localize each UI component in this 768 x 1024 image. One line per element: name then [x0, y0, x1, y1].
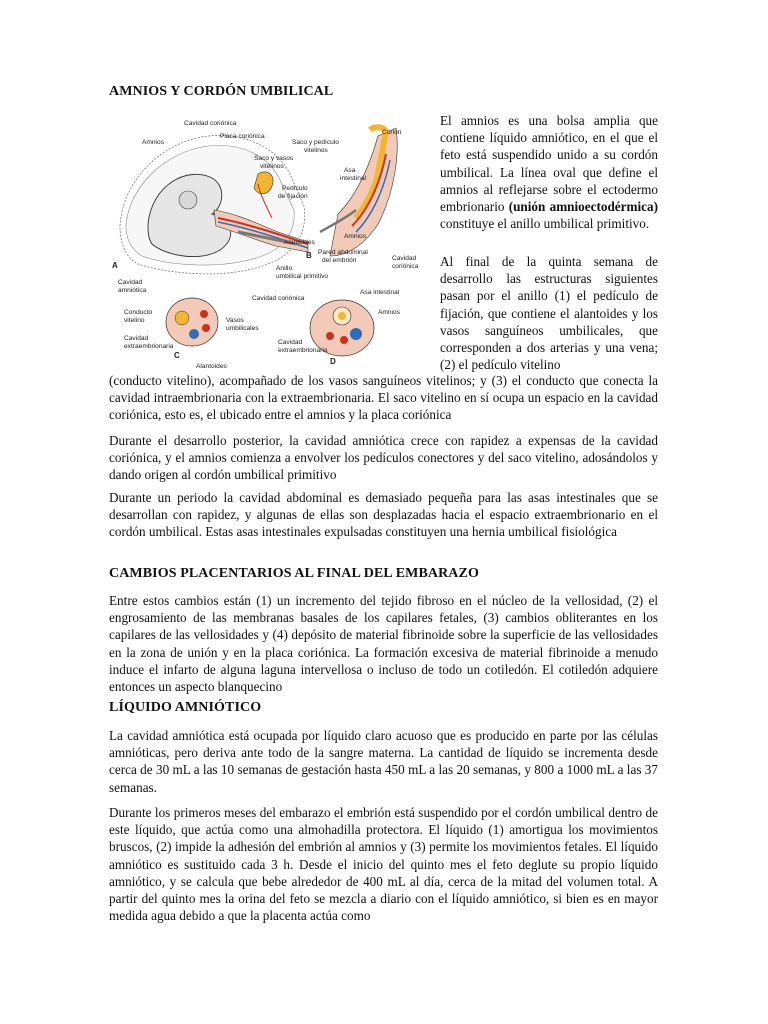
label-C: C: [174, 351, 180, 360]
paragraph-liquido-funciones: Durante los primeros meses del embarazo el embrión está suspendido por el cordón umbilical dentro de este líquido, que actúa como una almohadilla protectora. El líquido (1) amortigua los movimientos bruscos, (2) impide la adhesión del embrión al amnios y (3) permite los movimientos fetales. El líquido amniótico es sustituido cada 3 h. Desde el inicio del quinto mes el feto deglute su propio líquido amniótico, y se calcula que bebe alrededor de 400 mL al día, cerca de la mitad del volumen total. A partir del quinto mes la orina del feto se mezcla a diario con el líquido amniótico, si bien es en mayor medida agua debido a que la placenta actúa como: [109, 805, 658, 924]
label-cavidad-d: Cavidad: [278, 339, 303, 346]
paragraph-quinta-semana-cont: (conducto vitelino), acompañado de los vasos sanguíneos vitelinos; y (3) el conducto que conecta la cavidad intraembrionaria con la extraembrionaria. El saco vitelino en sí ocupa un espacio en la cavidad coriónica, esto es, el ubicado entre el amnios y la placa coriónica: [109, 373, 658, 423]
label-placa-corionica: Placa coriónica: [220, 133, 265, 140]
label-corion: Corion: [382, 129, 402, 136]
label-cav-corionica-top: Cavidad coriónica: [184, 120, 237, 127]
section-title-amnios: AMNIOS Y CORDÓN UMBILICAL: [109, 84, 334, 99]
label-amnios-b: Amnios: [344, 233, 366, 240]
label-pediculo: Pedículo: [282, 185, 308, 192]
label-extraemb-d: extraembrionaria: [278, 347, 328, 354]
amnios-cord-figure: [108, 114, 434, 372]
label-saco-pediculo: Saco y pedículo: [292, 139, 339, 146]
label-anillo: Anillo: [276, 265, 293, 272]
label-cavidad-c: Cavidad: [124, 335, 149, 342]
label-alantoides-c: Alantoides: [196, 363, 227, 370]
label-amnios-d: Amnios: [378, 309, 400, 316]
paragraph-desarrollo-posterior: Durante el desarrollo posterior, la cavidad amniótica crece con rapidez a expensas de la cavidad coriónica, y el amnios comienza a envolver los pedículos conectores y del saco vitelino, adosándolos y dando origen al cordón umbilical primitivo: [109, 433, 658, 483]
bold-union-amnioectodermica: (unión amnioectodérmica): [508, 199, 658, 215]
label-vitelinos-b: vitelinos: [304, 147, 328, 154]
label-alantoides-b: Alantoides: [284, 239, 315, 246]
label-A: A: [112, 261, 118, 270]
section-title-cambios-placentarios: CAMBIOS PLACENTARIOS AL FINAL DEL EMBARAZO: [109, 566, 479, 581]
paragraph-quinta-semana-side: Al final de la quinta semana de desarrollo las estructuras siguientes pasan por el anillo (1) el pedículo de fijación, que contiene el alantoides y los vasos sanguíneos umbilicales, que corresponden a dos arterias y una vena; (2) el pedículo vitelino: [440, 254, 658, 373]
label-de-fijacion: de fijación: [278, 193, 308, 200]
paragraph-amnios-intro: El amnios es una bolsa amplia que contiene líquido amniótico, en el que el feto está suspendido unido a su cordón umbilical. La línea oval que define el amnios al reflejarse sobre el ectodermo embrionario (unión amnioectodérmica) constituye el anillo umbilical primitivo.: [440, 113, 658, 232]
label-conducto: Conducto: [124, 309, 153, 316]
label-del-embrion: del embrión: [322, 257, 357, 264]
label-amnios-a: Amnios: [142, 139, 164, 146]
label-pared-abd: Pared abdominal: [318, 249, 368, 256]
label-cavidad-b: Cavidad: [392, 255, 417, 262]
label-B: B: [306, 251, 312, 260]
label-intestinal-b: intestinal: [340, 175, 367, 182]
label-saco-vasos: Saco y vasos: [254, 155, 294, 162]
label-umbilicales: umbilicales: [226, 325, 259, 332]
label-extraemb-c: extraembrionaria: [124, 343, 174, 350]
label-asa-intestinal-d: Asa intestinal: [360, 289, 400, 296]
label-vitelino-c: vitelino: [124, 317, 145, 324]
label-D: D: [330, 357, 336, 366]
panel-a: [112, 120, 328, 302]
paragraph-hernia-umbilical: Durante un periodo la cavidad abdominal es demasiado pequeña para las asas intestinales que se desarrollan con rapidez, y algunas de ellas son desplazadas hacia el espacio extraembrionario en el cordón umbilical. Estas asas intestinales expulsadas constituyen una hernia umbilical fisiológica: [109, 490, 658, 540]
label-umbilical-primitivo: umbilical primitivo: [276, 273, 329, 280]
label-asa: Asa: [344, 167, 356, 174]
panel-c: [124, 298, 259, 370]
label-cavidad-a: Cavidad: [118, 279, 143, 286]
paragraph-cambios-placentarios: Entre estos cambios están (1) un incremento del tejido fibroso en el núcleo de la vellosidad, (2) el engrosamiento de las membranas basales de los capilares fetales, (3) cambios obliterantes en los capilares de las vellosidades y (4) depósito de material fibrinoide sobre la superficie de las vellosidades en la zona de unión y en la placa coriónica. La formación excesiva de material fibrinoide a menudo induce el infarto de alguna laguna intervellosa o incluso de todo un cotiledón. El cotiledón adquiere entonces un aspecto blanquecino: [109, 593, 658, 695]
section-title-liquido-amniotico: LÍQUIDO AMNIÓTICO: [109, 700, 262, 715]
label-vasos: Vasos: [226, 317, 244, 324]
label-vitelinos-a: vitelinos: [260, 163, 284, 170]
label-corionica-b: coriónica: [392, 263, 419, 270]
label-cav-corionica-mid: Cavidad coriónica: [252, 295, 305, 302]
label-amniotica-a: amniótica: [118, 287, 147, 294]
paragraph-liquido-origen: La cavidad amniótica está ocupada por líquido claro acuoso que es producido en parte por las células amnióticas, pero deriva ante todo de la sangre materna. La cantidad de líquido se incrementa desde cerca de 30 mL a las 10 semanas de gestación hasta 450 mL a las 20 semanas, y 800 a 1000 mL a las 37 semanas.: [109, 728, 658, 795]
amnios-cord-diagram: [108, 114, 434, 372]
